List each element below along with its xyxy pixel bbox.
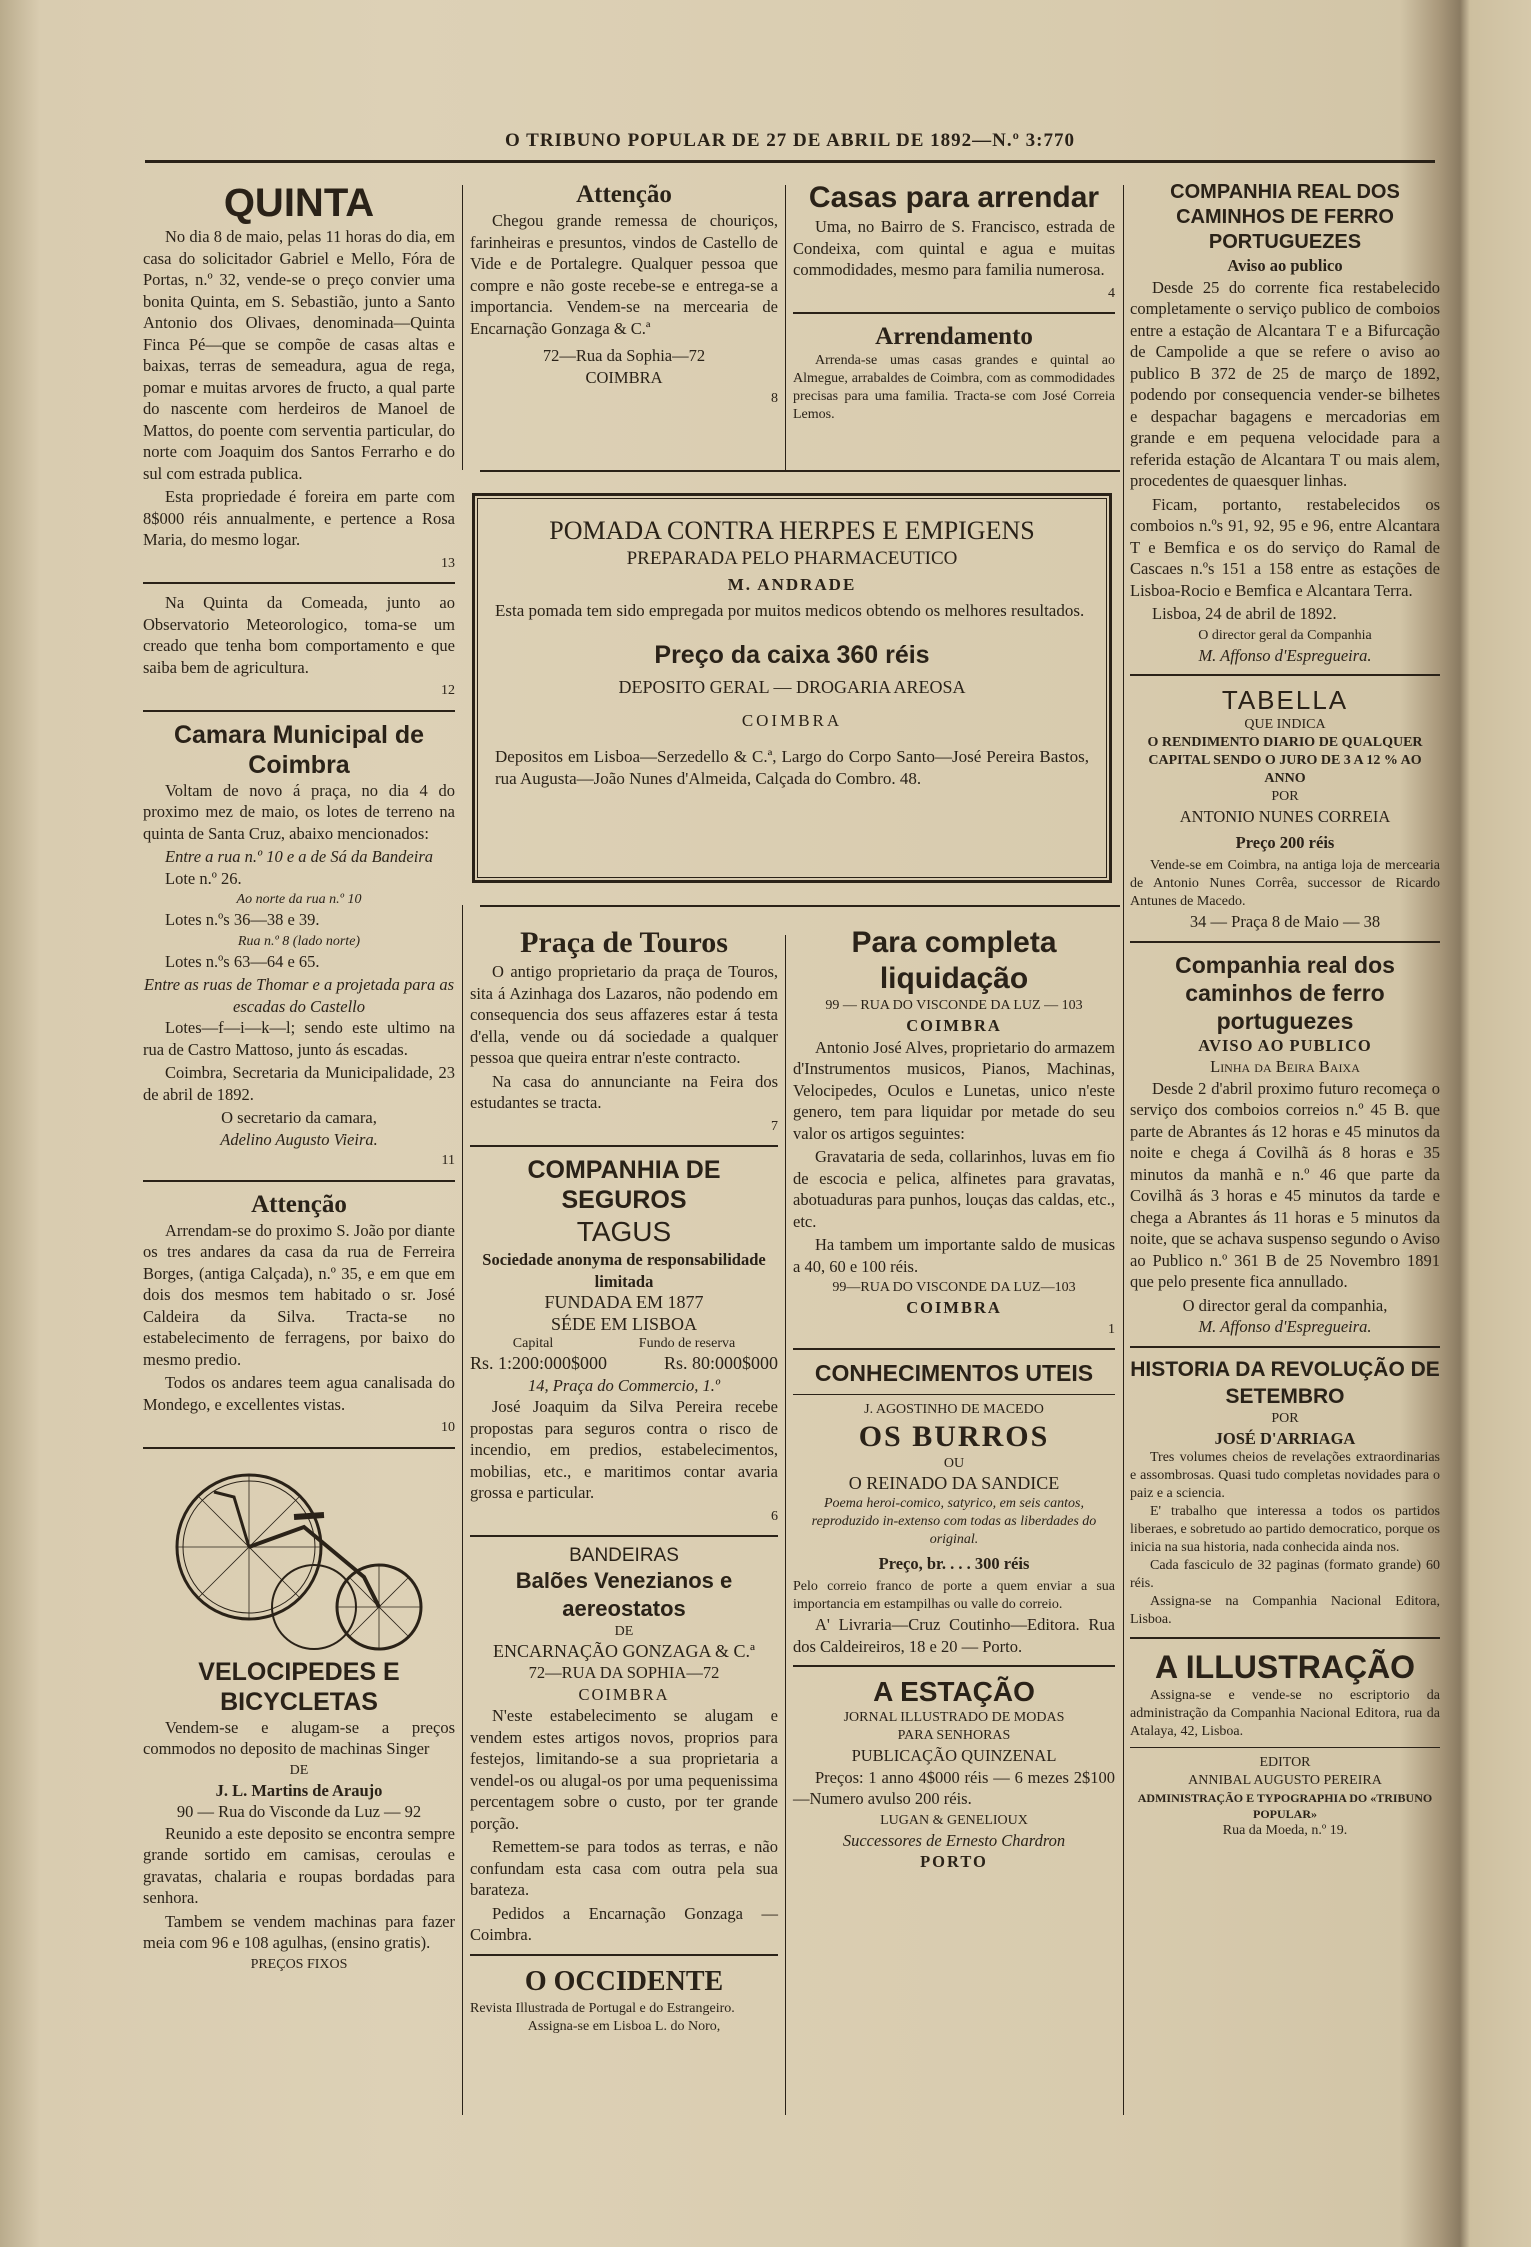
liquidacao-text-2: Gravataria de seda, collarinhos, luvas em fio de escocia e pelica, alfinetes para gravatas, abotuaduras para punhos, louças das caldas, etc., etc. (793, 1147, 1115, 1231)
bandeiras-address: 72—RUA DA SOPHIA—72 (528, 1663, 720, 1682)
column-2-top (470, 180, 778, 410)
liquidacao-address-2: 99—RUA DO VISCONDE DA LUZ—103 (832, 1280, 1076, 1295)
velocipedes-address: 90 — Rua do Visconde da Luz — 92 (176, 1802, 422, 1821)
ad-number: 11 (441, 1153, 455, 1168)
tabella-title: TABELLA (1221, 685, 1349, 715)
atencao-2-address: 72—Rua da Sophia—72 (542, 346, 706, 365)
tabella-text-2: Vende-se em Coimbra, na antiga loja de mercearia de Antonio Nunes Corrêa, successor de Ricardo Antunes de Macedo. (1130, 858, 1440, 909)
ad-number: 7 (771, 1118, 778, 1134)
historia-text: Tres volumes cheios de revelações extraordinarias e assombrosas. Quasi tudo completas novidades para o paiz e a sciencia. (1130, 1450, 1440, 1501)
cp2-signature-1: O director geral da companhia, (1182, 1295, 1388, 1315)
illustracao-title: A ILLUSTRAÇÃO (1154, 1649, 1416, 1685)
historia-title: HISTORIA DA REVOLUÇÃO DE SETEMBRO (1130, 1357, 1440, 1408)
divider (793, 1665, 1115, 1667)
velocipedes-name: J. L. Martins de Araujo (215, 1780, 383, 1800)
cp2-linha: Linha da Beira Baixa (1210, 1057, 1360, 1076)
estacao-city: PORTO (920, 1852, 988, 1871)
camara-line: Lotes n.ºs 63—64 e 65. (165, 951, 320, 971)
estacao-subtitle-1: JORNAL ILLUSTRADO DE MODAS (843, 1710, 1065, 1725)
comeada-text: Na Quinta da Comeada, junto ao Observatorio Meteorologico, toma-se um creado que tenha bom comportamento e que saiba bem de agricultura. (143, 593, 455, 677)
liquidacao-title: Para completa liquidação (851, 926, 1057, 995)
cp-aviso: Aviso ao publico (1227, 256, 1343, 275)
divider (143, 582, 455, 584)
page-header: O TRIBUNO POPULAR DE 27 DE ABRIL DE 1892—N.º 3:770 (504, 130, 1076, 151)
divider (793, 1394, 1115, 1395)
column-rule-2b (785, 935, 786, 2115)
pomada-text: Esta pomada tem sido empregada por muitos medicos obtendo os melhores resultados. (495, 601, 1085, 620)
bandeiras-name: ENCARNAÇÃO GONZAGA & C.ª (493, 1640, 755, 1661)
liquidacao-city: COIMBRA (906, 1016, 1002, 1035)
burros-text-2: A' Livraria—Cruz Coutinho—Editora. Rua dos Caldeireiros, 18 e 20 — Porto. (793, 1615, 1115, 1656)
seguros-capital-values (470, 1353, 778, 1375)
bandeiras-de: DE (614, 1623, 634, 1639)
divider (470, 1145, 778, 1147)
seguros-fundo-label: Fundo de reserva (638, 1336, 736, 1351)
seguros-capital-labels (470, 1335, 778, 1353)
illustracao-text: Assigna-se e vende-se no escriptorio da administração da Companhia Nacional Editora, rua da Atalaya, 42, Lisboa. (1130, 1688, 1440, 1739)
liquidacao-city-2: COIMBRA (906, 1298, 1002, 1317)
seguros-sede: SÉDE EM LISBOA (550, 1313, 697, 1334)
camara-text: Voltam de novo á praça, no dia 4 do proximo mez de maio, os lotes de terreno na quinta de Santa Cruz, abaixo mencionados: (143, 780, 455, 843)
ad-number: 10 (441, 1420, 455, 1435)
divider (470, 1535, 778, 1537)
seguros-address: 14, Praça do Commercio, 1.º (528, 1375, 720, 1395)
touros-title: Praça de Touros (520, 926, 728, 959)
column-3-top (793, 180, 1115, 426)
pomada-subtitle: PREPARADA PELO PHARMACEUTICO (626, 548, 958, 569)
divider (1130, 674, 1440, 676)
cp2-text: Desde 2 d'abril proximo futuro recomeça o serviço dos comboios correios n.º 45 B. que parte de Abrantes ás 12 horas e 45 minutos da noite e chega á Covilhã ás 8 horas e 35 minutos da manhã e n.º 46 que parte da Covilhã ás 3 horas e 45 minutos da tarde e chega a Abrantes ás 11 horas e 5 minutos da noite, que se achava suspenso segundo o Aviso ao Publico n.º 361 B de 25 Novembro 1891 que pelo presente fica annullado. (1130, 1078, 1440, 1291)
occidente-title: O OCCIDENTE (524, 1965, 724, 1997)
historia-text-3: Cada fasciculo de 32 paginas (formato grande) 60 réis. (1130, 1558, 1440, 1591)
column-2-bottom (470, 925, 778, 2036)
pomada-depositos: Depositos em Lisboa—Serzedello & C.ª, Largo do Corpo Santo—José Pereira Bastos, rua Augusta—João Nunes d'Almeida, Calçada do Combro. 48. (495, 747, 1089, 788)
conhecimentos-title: CONHECIMENTOS UTEIS (814, 1360, 1094, 1386)
column-3-bottom (793, 925, 1115, 1873)
estacao-subtitle-3: PUBLICAÇÃO QUINZENAL (851, 1746, 1057, 1765)
cp-signature-2: M. Affonso d'Espregueira. (1198, 645, 1372, 665)
baloes-title: Balões Venezianos e aereostatos (515, 1567, 733, 1621)
burros-price: Preço, br. . . . 300 réis (878, 1553, 1030, 1573)
liquidacao-text-3: Ha tambem um importante saldo de musicas a 40, 60 e 100 réis. (793, 1235, 1115, 1276)
estacao-successors: Successores de Ernesto Chardron (842, 1830, 1066, 1850)
velocipedes-text-2: Reunido a este deposito se encontra sempre grande sortido em camisas, ceroulas e gravatas, chalaria e roupas bordadas para senhora. (143, 1823, 455, 1907)
camara-line: O secretario da camara, (221, 1108, 377, 1127)
column-1 (143, 180, 455, 1974)
divider (793, 312, 1115, 314)
seguros-subtitle: Sociedade anonyma de responsabilidade limitada (482, 1250, 766, 1291)
atencao-text: Arrendam-se do proximo S. João por diante os tres andares da casa da rua de Ferreira Borges, (antiga Calçada), n.º 35, e em que em dois dos mesmos tem habitado o sr. José Caldeira da Silva. Tracta-se no estabelecimento de ferragens, por baixo do mesmo predio. (143, 1220, 455, 1369)
arrendamento-text: Arrenda-se umas casas grandes e quintal ao Almegue, arrabaldes de Coimbra, com as commodidades precisas para uma familia. Tracta-se com José Correia Lemos. (793, 353, 1115, 422)
camara-line: Lotes n.ºs 36—38 e 39. (165, 910, 320, 929)
quinta-title: QUINTA (223, 181, 375, 225)
column-rule-2 (785, 185, 786, 470)
velocipedes-title: VELOCIPEDES E BICYCLETAS (198, 1657, 400, 1716)
cp2-signature-2: M. Affonso d'Espregueira. (1198, 1317, 1372, 1336)
cp-signature-1: O director geral da Companhia (1198, 627, 1372, 643)
divider (1130, 1747, 1440, 1748)
bandeiras-text: N'este estabelecimento se alugam e vendem estes artigos novos, proprios para festejos, limitando-se a sua proprietaria a vendel-os ou alugal-os por uma pequenissima percentagem sobre o custo, por ter grande porção. (470, 1706, 778, 1833)
ad-number: 12 (441, 683, 455, 698)
velocipedes-text: Vendem-se e alugam-se a preços commodos no deposito de machinas Singer (143, 1717, 455, 1758)
seguros-title: COMPANHIA DE SEGUROS (527, 1156, 721, 1214)
seguros-capital-value: Rs. 1:200:000$000 (470, 1353, 608, 1373)
camara-line: Entre a rua n.º 10 e a de Sá da Bandeira (164, 847, 433, 866)
cp2-aviso: AVISO AO PUBLICO (1198, 1035, 1372, 1055)
tabella-price: Preço 200 réis (1235, 832, 1335, 852)
divider (143, 1180, 455, 1182)
seguros-fundo-value: Rs. 80:000$000 (663, 1353, 778, 1373)
column-rule-1b (462, 905, 463, 2115)
bandeiras-text-2: Remettem-se para todos as terras, e não confundam esta casa com outra pela sua barateza. (470, 1837, 778, 1899)
estacao-subtitle-2: PARA SENHORAS (897, 1728, 1011, 1743)
header-rule (145, 160, 1435, 163)
pomada-title: POMADA CONTRA HERPES E EMPIGENS (549, 516, 1035, 545)
casas-text: Uma, no Bairro de S. Francisco, estrada de Condeixa, com quintal e agua e muitas commodidades, mesmo para familia numerosa. (793, 217, 1115, 279)
liquidacao-text: Antonio José Alves, proprietario do armazem d'Instrumentos musicos, Pianos, Machinas, Velocipedes, Oculos e Lunetas, unico n'este genero, tem para liquidar por metade do seu valor os artigos seguintes: (793, 1037, 1115, 1143)
atencao-2-title: Attenção (576, 181, 672, 208)
divider (480, 905, 1120, 907)
cp-date: Lisboa, 24 de abril de 1892. (1152, 604, 1337, 623)
cp2-title: Companhia real dos caminhos de ferro portuguezes (1175, 951, 1395, 1034)
atencao-2-city: COIMBRA (585, 367, 663, 387)
column-rule-1 (462, 185, 463, 470)
ad-number: 8 (771, 391, 778, 406)
camara-line: Lotes—f—i—k—l; sendo este ultimo na rua de Castro Mattoso, junto ás escadas. (143, 1018, 455, 1059)
touros-text: O antigo proprietario da praça de Touros, sita á Azinhaga dos Lazaros, não podendo em consequencia dos seus affazeres estar á testa d'ella, vende ou dá sociedade a qualquer pessoa que queira entrar n'este contracto. (470, 962, 778, 1067)
ad-number: 13 (441, 555, 455, 571)
ad-number: 6 (771, 1508, 778, 1524)
divider (1130, 1637, 1440, 1639)
velocipedes-prices: PREÇOS FIXOS (250, 1956, 348, 1972)
camara-title: Camara Municipal de Coimbra (173, 720, 425, 779)
camara-line: Rua n.º 8 (lado norte) (237, 933, 361, 949)
column-rule-3 (1123, 185, 1124, 2115)
liquidacao-address: 99 — RUA DO VISCONDE DA LUZ — 103 (825, 998, 1083, 1013)
arrendamento-title: Arrendamento (875, 323, 1033, 350)
pomada-city: COIMBRA (741, 711, 843, 730)
bandeiras-text-3: Pedidos a Encarnação Gonzaga — Coimbra. (470, 1903, 778, 1944)
divider (480, 470, 1120, 472)
editor-administration: ADMINISTRAÇÃO E TYPOGRAPHIA DO «TRIBUNO POPULAR» (1137, 1791, 1433, 1821)
estacao-title: A ESTAÇÃO (873, 1676, 1035, 1707)
divider (1130, 1346, 1440, 1348)
cp-title: COMPANHIA REAL DOS CAMINHOS DE FERRO PORTUGUEZES (1170, 181, 1400, 253)
quinta-text: No dia 8 de maio, pelas 11 horas do dia, em casa do solicitador Gabriel e Mello, Fóra de Portas, n.º 32, vende-se o preço convier uma bonita Quinta, em S. Sebastião, junto a Santo Antonio dos Olivaes, denominada—Quinta Finca Pé—que se compõe de casas altas e baixas, terras de semeadura, agua de rega, pomar e muitas arvores de fructo, a qual parte do nascente com herdeiros de Manoel de Mattos, do poente com serventia particular, do norte com Joaquim dos Santos Ferrarho e do sul com estrada publica. (143, 227, 455, 483)
pomada-name: M. ANDRADE (727, 575, 857, 594)
editor-name: ANNIBAL AUGUSTO PEREIRA (1188, 1773, 1382, 1788)
divider (470, 1954, 778, 1956)
divider (143, 710, 455, 712)
casas-title: Casas para arrendar (808, 181, 1100, 214)
camara-line: Coimbra, Secretaria da Municipalidade, 23 de abril de 1892. (143, 1063, 455, 1104)
column-4 (1130, 180, 1440, 1840)
velocipedes-de: DE (289, 1762, 309, 1778)
pomada-ad-box (472, 493, 1112, 883)
atencao-text-2: Todos os andares teem agua canalisada do Mondego, e excellentes vistas. (143, 1373, 455, 1414)
divider (1130, 941, 1440, 943)
velocipedes-text-3: Tambem se vendem machinas para fazer meia com 96 e 108 agulhas, (ensino gratis). (143, 1911, 455, 1952)
pomada-deposito: DEPOSITO GERAL — DROGARIA AREOSA (618, 677, 966, 697)
tabella-text: O RENDIMENTO DIARIO DE QUALQUER CAPITAL SENDO O JURO DE 3 A 12 % AO ANNO (1147, 735, 1423, 786)
burros-text: Pelo correio franco de porte a quem enviar a sua importancia em estampilhas ou valle do correio. (793, 1579, 1115, 1612)
tricycle-illustration (154, 1457, 444, 1657)
ad-number: 4 (1108, 285, 1115, 301)
conhecimentos-author: J. AGOSTINHO DE MACEDO (864, 1402, 1044, 1417)
bandeiras-city: COIMBRA (578, 1684, 670, 1704)
historia-name: JOSÉ D'ARRIAGA (1214, 1428, 1356, 1448)
tabella-por: POR (1271, 789, 1299, 804)
camara-line: Lote n.º 26. (165, 868, 242, 888)
estacao-publisher: LUGAN & GENELIOUX (880, 1812, 1028, 1828)
camara-line: Ao norte da rua n.º 10 (236, 892, 362, 907)
seguros-text: José Joaquim da Silva Pereira recebe propostas para seguros contra o risco de incendio, em predios, estabelecimentos, mobilias, etc., e maritimos contar avaria grossa e particular. (470, 1397, 778, 1502)
atencao-2-text: Chegou grande remessa de chouriços, farinheiras e presuntos, vindos de Castello de Vide e de Portalegre. Qualquer pessoa que compre e não goste recebe-se e entrega-se a importancia. Vendem-se na mercearia de Encarnação Gonzaga & C.ª (470, 211, 778, 338)
occidente-text: Revista Illustrada de Portugal e do Estrangeiro. (470, 2000, 735, 2016)
historia-text-4: Assigna-se na Companhia Nacional Editora, Lisboa. (1130, 1594, 1440, 1627)
estacao-prices: Preços: 1 anno 4$000 réis — 6 mezes 2$100—Numero avulso 200 réis. (793, 1767, 1115, 1808)
cp-text-2: Ficam, portanto, restabelecidos os comboios n.ºs 91, 92, 95 e 96, entre Alcantara T e Bemfica e os do serviço do Ramal de Cascaes n.ºs 151 a 158 entre as estações de Lisboa-Rocio e Bemfica e Alcantara Terra. (1130, 494, 1440, 600)
editor-address: Rua da Moeda, n.º 19. (1222, 1823, 1348, 1838)
bandeiras-title: BANDEIRAS (569, 1545, 679, 1566)
burros-description: Poema heroi-comico, satyrico, em seis cantos, reproduzido in-extenso com todas as liberdades do original. (811, 1495, 1097, 1547)
quinta-text-2: Esta propriedade é foreira em parte com 8$000 réis annualmente, e pertence a Rosa Maria, do mesmo logar. (143, 487, 455, 549)
historia-por: POR (1271, 1410, 1299, 1426)
historia-text-2: E' trabalho que interessa a todos os partidos liberaes, e sobretudo ao partido democratico, porque os inicia na sua historia, nada conhecida ainda nos. (1130, 1504, 1440, 1555)
burros-ou: OU (943, 1456, 965, 1471)
seguros-name: TAGUS (576, 1216, 672, 1247)
ad-number: 1 (1108, 1321, 1115, 1337)
tabella-name: ANTONIO NUNES CORREIA (1179, 807, 1391, 826)
cp-text: Desde 25 do corrente fica restabelecido completamente o serviço publico de comboios entre a estação de Alcantara T e a Bifurcação de Campolide a que se refere o aviso ao publico B 372 de 25 de março de 1892, podendo por consequencia vender-se bilhetes e despachar bagagens e mercadorias em grande e em pequena velocidade para a referida estação de Alcantara T ou mais alem, procedentes de quaesquer linhas. (1130, 277, 1440, 490)
editor-label: EDITOR (1259, 1755, 1311, 1770)
seguros-founded: FUNDADA EM 1877 (544, 1292, 704, 1312)
touros-text-2: Na casa do annunciante na Feira dos estudantes se tracta. (470, 1071, 778, 1112)
divider (793, 1348, 1115, 1350)
atencao-title: Attenção (251, 1190, 347, 1218)
occidente-text-2: Assigna-se em Lisboa L. do Noro, (527, 2018, 721, 2034)
tabella-que: QUE INDICA (1244, 717, 1326, 732)
seguros-capital-label: Capital (512, 1336, 554, 1351)
camara-signature: Adelino Augusto Vieira. (220, 1129, 378, 1149)
divider (143, 1447, 455, 1449)
camara-line: Entre as ruas de Thomar e a projetada para as escadas do Castello (144, 975, 454, 1016)
tabella-address: 34 — Praça 8 de Maio — 38 (1189, 912, 1381, 931)
pomada-price: Preço da caixa 360 réis (654, 641, 930, 669)
burros-title: OS BURROS (858, 1420, 1050, 1453)
burros-subtitle: O REINADO DA SANDICE (848, 1473, 1060, 1493)
